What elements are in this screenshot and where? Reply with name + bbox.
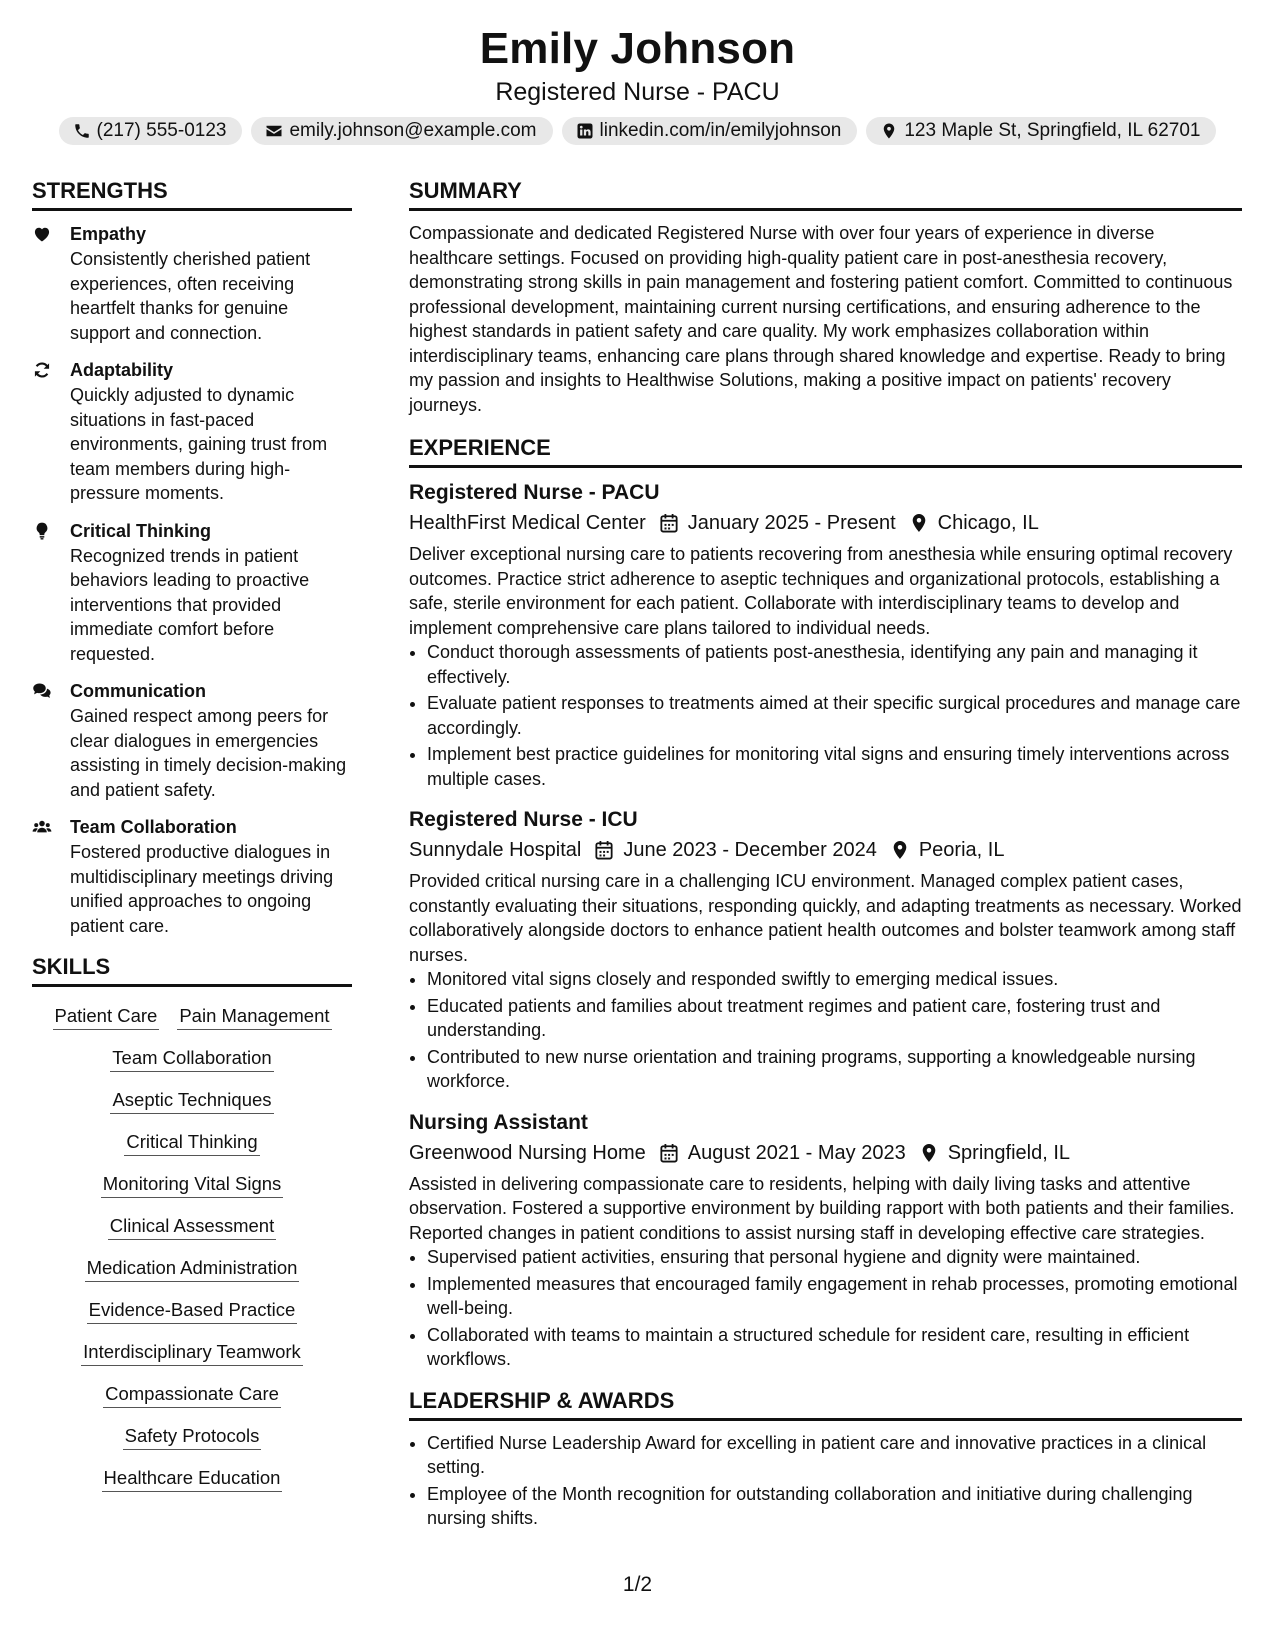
strength-name: Critical Thinking xyxy=(70,520,212,541)
job-location: Springfield, IL xyxy=(947,1141,1070,1164)
phone-icon xyxy=(73,122,91,140)
job-bullet: • Implemented measures that encouraged family engagement in rehab processes, promoting emotional well-being. xyxy=(427,1272,1242,1321)
strength-description: Recognized trends in patient behaviors leading to proactive interventions that provided immediate comfort before requested. xyxy=(70,545,310,664)
refresh-icon xyxy=(32,357,70,506)
skill-tag: Safety Protocols xyxy=(123,1423,262,1450)
contact-address[interactable] xyxy=(866,117,1216,145)
job-entry xyxy=(409,1108,1242,1372)
summary-heading: SUMMARY xyxy=(409,176,1242,211)
job-company: HealthFirst Medical Center xyxy=(409,512,646,534)
job-bullet: • Conduct thorough assessments of patients post-anesthesia, identifying any pain and managing it effectively. xyxy=(427,640,1242,689)
skill-tag: Clinical Assessment xyxy=(108,1213,277,1240)
contact-email-text: emily.johnson@example.com xyxy=(289,120,537,141)
map-pin-icon xyxy=(880,122,898,140)
skill-tag: Pain Management xyxy=(177,1003,331,1030)
job-bullet: • Evaluate patient responses to treatments aimed at their specific surgical procedures and manage care accordingly. xyxy=(427,691,1242,740)
contact-bar xyxy=(0,117,1275,145)
contact-linkedin[interactable] xyxy=(562,117,858,145)
job-description: Assisted in delivering compassionate care to residents, helping with daily living tasks and attentive observation. Fostered a supportive environment by building rapport with both patients and their families. Reported changes in patient conditions to assist nursing staff in developing effective care strategies. xyxy=(409,1173,1235,1243)
strength-description: Fostered productive dialogues in multidisciplinary meetings driving unified approaches to ongoing patient care. xyxy=(70,842,334,936)
skill-tag: Interdisciplinary Teamwork xyxy=(81,1339,303,1366)
skill-tag: Aseptic Techniques xyxy=(110,1087,273,1114)
candidate-name: Emily Johnson xyxy=(479,24,796,73)
strength-name: Communication xyxy=(70,681,207,701)
job-entry xyxy=(409,478,1242,791)
strength-item xyxy=(32,357,352,506)
strength-description: Gained respect among peers for clear dialogues in emergencies assisting in timely decision-making and patient safety. xyxy=(70,706,347,800)
strength-item xyxy=(32,814,352,938)
strength-item xyxy=(32,518,352,667)
page-number: 1/2 xyxy=(622,1573,653,1596)
candidate-title: Registered Nurse - PACU xyxy=(495,78,780,106)
job-bullet: • Monitored vital signs closely and responded swiftly to emerging medical issues. xyxy=(427,967,1242,992)
envelope-icon xyxy=(265,122,283,140)
job-bullet: • Educated patients and families about treatment regimes and patient care, fostering trust and understanding. xyxy=(427,994,1242,1043)
contact-email[interactable] xyxy=(251,117,552,145)
contact-phone[interactable] xyxy=(59,117,243,145)
skill-tag: Patient Care xyxy=(53,1003,160,1030)
skills-heading: SKILLS xyxy=(32,952,352,987)
skill-tag: Team Collaboration xyxy=(110,1045,273,1072)
strength-item xyxy=(32,678,352,802)
job-meta xyxy=(409,1138,1242,1168)
job-bullets xyxy=(409,967,1242,1094)
strength-name: Empathy xyxy=(70,224,147,244)
calendar-icon xyxy=(660,513,678,533)
strength-name: Adaptability xyxy=(70,360,174,380)
job-dates: January 2025 - Present xyxy=(687,512,896,534)
chat-bubbles-icon xyxy=(32,678,70,802)
skills-list xyxy=(32,997,352,1492)
skill-tag: Critical Thinking xyxy=(124,1129,259,1156)
right-column xyxy=(409,176,1242,1533)
linkedin-icon xyxy=(576,122,594,140)
skill-tag: Monitoring Vital Signs xyxy=(101,1171,284,1198)
skill-tag: Compassionate Care xyxy=(103,1381,281,1408)
map-pin-icon xyxy=(920,1143,938,1163)
heart-icon xyxy=(32,221,70,345)
calendar-icon xyxy=(660,1143,678,1163)
job-company: Greenwood Nursing Home xyxy=(409,1141,646,1164)
strength-description: Consistently cherished patient experiences, often receiving heartfelt thanks for genuine support and connection. xyxy=(70,249,311,343)
job-title: Nursing Assistant xyxy=(409,1110,588,1134)
skill-tag: Healthcare Education xyxy=(102,1465,283,1492)
experience-heading: EXPERIENCE xyxy=(409,433,1242,468)
strength-item xyxy=(32,221,352,345)
award-item: • Employee of the Month recognition for outstanding collaboration and initiative during challenging nursing shifts. xyxy=(427,1482,1242,1531)
job-title: Registered Nurse - ICU xyxy=(409,808,638,831)
job-location: Chicago, IL xyxy=(937,512,1039,534)
strength-description: Quickly adjusted to dynamic situations in fast-paced environments, gaining trust from team members during high-pressure moments. xyxy=(70,385,328,503)
contact-phone-text: (217) 555-0123 xyxy=(96,120,227,141)
strength-name: Team Collaboration xyxy=(70,817,237,837)
job-meta xyxy=(409,508,1242,538)
job-bullets xyxy=(409,1245,1242,1372)
contact-linkedin-text: linkedin.com/in/emilyjohnson xyxy=(599,120,842,141)
awards-list xyxy=(409,1431,1242,1531)
job-bullet: • Supervised patient activities, ensuring that personal hygiene and dignity were maintained. xyxy=(427,1245,1242,1270)
skill-tag: Evidence-Based Practice xyxy=(87,1297,298,1324)
job-description: Deliver exceptional nursing care to patients recovering from anesthesia while ensuring optimal recovery outcomes. Practice strict adherence to aseptic techniques and organizational protocols, establishing a safe, sterile environment for each patient. Collaborate with interdisciplinary teams to develop and implement comprehensive care plans tailored to individual needs. xyxy=(409,544,1233,638)
map-pin-icon xyxy=(891,840,909,860)
award-item: • Certified Nurse Leadership Award for excelling in patient care and innovative practices in a clinical setting. xyxy=(427,1431,1242,1480)
job-dates: August 2021 - May 2023 xyxy=(687,1141,906,1164)
job-title: Registered Nurse - PACU xyxy=(409,481,660,504)
job-bullet: • Contributed to new nurse orientation and training programs, supporting a knowledgeable nursing workforce. xyxy=(427,1045,1242,1094)
job-bullets xyxy=(409,640,1242,791)
awards-heading: LEADERSHIP & AWARDS xyxy=(409,1386,1242,1421)
strengths-heading: STRENGTHS xyxy=(32,176,352,211)
job-company: Sunnydale Hospital xyxy=(409,839,582,861)
lightbulb-icon xyxy=(32,518,70,667)
left-column xyxy=(32,176,352,1507)
job-bullet: • Implement best practice guidelines for monitoring vital signs and ensuring timely interventions across multiple cases. xyxy=(427,742,1242,791)
job-entry xyxy=(409,805,1242,1094)
users-icon xyxy=(32,814,70,938)
job-location: Peoria, IL xyxy=(918,839,1005,861)
job-bullet: • Collaborated with teams to maintain a structured schedule for resident care, resulting in efficient workflows. xyxy=(427,1323,1242,1372)
job-dates: June 2023 - December 2024 xyxy=(623,839,877,861)
map-pin-icon xyxy=(910,513,928,533)
calendar-icon xyxy=(595,840,613,860)
skill-tag: Medication Administration xyxy=(85,1255,300,1282)
resume-header xyxy=(0,22,1275,145)
summary-text: Compassionate and dedicated Registered Nurse with over four years of experience in diverse healthcare settings. Focused on providing high-quality patient care in post-anesthesia recovery, demonstrating strong skills in pain management and fostering patient comfort. Committed to continuous professional development, maintaining current nursing certifications, and ensuring adherence to the highest standards in patient safety and care quality. My work emphasizes collaboration within interdisciplinary teams, enhancing care plans through shared knowledge and expertise. Ready to bring my passion and insights to Healthwise Solutions, making a positive impact on patients' recovery journeys. xyxy=(409,223,1233,415)
job-meta xyxy=(409,835,1242,865)
contact-address-text: 123 Maple St, Springfield, IL 62701 xyxy=(904,120,1201,141)
job-description: Provided critical nursing care in a challenging ICU environment. Managed complex patient cases, constantly evaluating their situations, responding quickly, and adapting treatments as necessary. Worked collaboratively alongside doctors to enhance patient health outcomes and bolster teamwork among staff nurses. xyxy=(409,871,1242,965)
